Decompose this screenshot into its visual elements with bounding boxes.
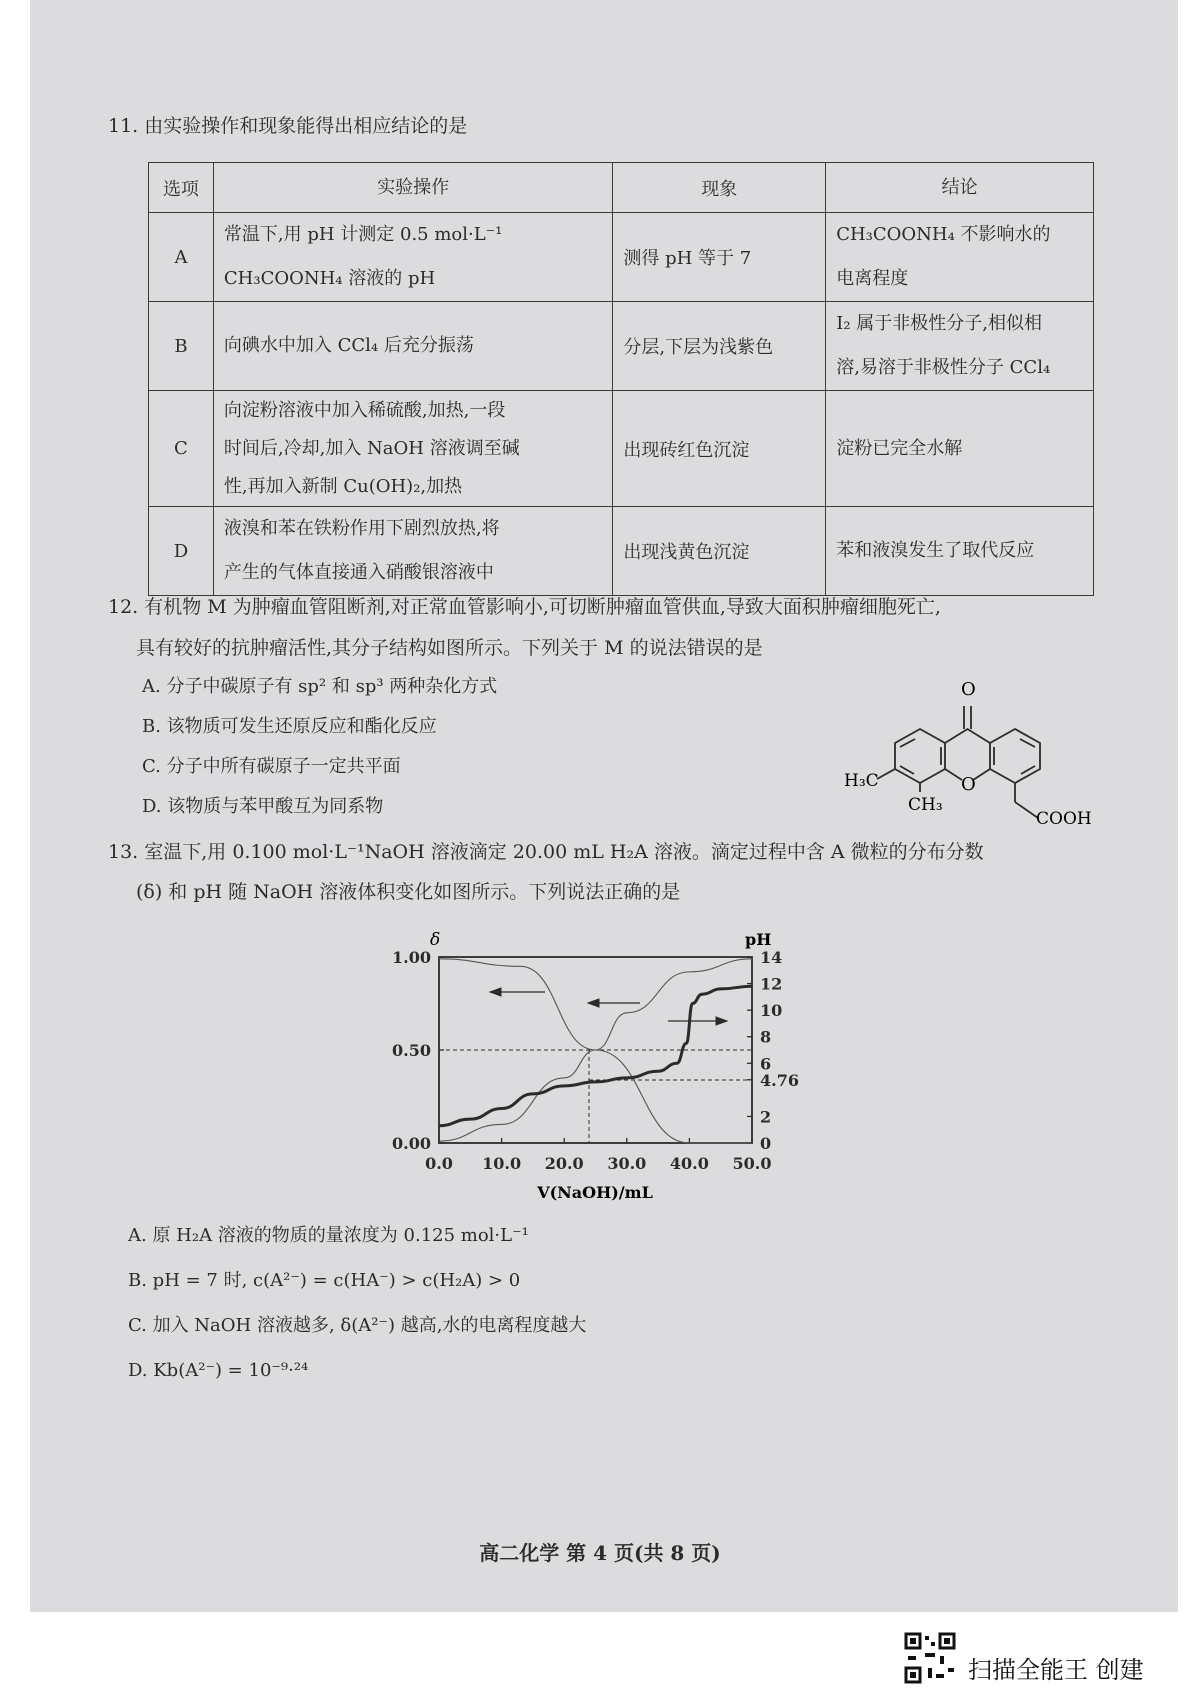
methyl-label-bottom: CH₃ bbox=[908, 795, 943, 815]
q12-option-c: C. 分子中所有碳原子一定共平面 bbox=[142, 756, 401, 777]
left-axis-label: δ bbox=[430, 930, 441, 950]
row-option: C bbox=[149, 391, 214, 507]
q12-stem-line1: 12. 有机物 M 为肿瘤血管阻断剂,对正常血管影响小,可切断肿瘤血管供血,导致大面积肿瘤细胞死亡, bbox=[108, 596, 941, 618]
operation-line: CH₃COONH₄ 溶液的 pH bbox=[223, 268, 436, 289]
conclusion-line: 溶,易溶于非极性分子 CCl₄ bbox=[836, 357, 1051, 378]
q12-option-d: D. 该物质与苯甲酸互为同系物 bbox=[142, 796, 384, 817]
y-right-tick-label: 10 bbox=[760, 1001, 783, 1021]
carboxyl-label: COOH bbox=[1036, 809, 1092, 829]
phenomenon: 分层,下层为浅紫色 bbox=[613, 302, 826, 391]
x-tick-label: 0.0 bbox=[425, 1154, 453, 1173]
y-left-tick-label: 0.00 bbox=[392, 1134, 431, 1153]
scanner-watermark: 扫描全能王 创建 bbox=[968, 1656, 1144, 1684]
phenomenon: 测得 pH 等于 7 bbox=[613, 213, 826, 302]
header-phenomenon: 现象 bbox=[613, 163, 826, 213]
methyl-label-left: H₃C bbox=[844, 771, 879, 791]
conclusion-line: CH₃COONH₄ 不影响水的 bbox=[836, 224, 1051, 245]
y-right-tick-label: 4.76 bbox=[760, 1070, 799, 1090]
operation-line: 液溴和苯在铁粉作用下剧烈放热,将 bbox=[223, 518, 500, 539]
page-footer: 高二化学 第 4 页(共 8 页) bbox=[479, 1541, 721, 1565]
q11-table-header bbox=[149, 163, 1094, 213]
q11-stem: 11. 由实验操作和现象能得出相应结论的是 bbox=[108, 115, 468, 137]
row-option: A bbox=[149, 213, 214, 302]
conclusion-line: 电离程度 bbox=[836, 268, 909, 289]
titration-chart bbox=[350, 925, 830, 1235]
ph-curve bbox=[439, 986, 752, 1125]
q13-stem-line2: (δ) 和 pH 随 NaOH 溶液体积变化如图所示。下列说法正确的是 bbox=[136, 881, 681, 903]
x-tick-label: 10.0 bbox=[482, 1154, 522, 1173]
y-right-tick-label: 0 bbox=[760, 1134, 772, 1153]
operation-line: 性,再加入新制 Cu(OH)₂,加热 bbox=[223, 475, 463, 497]
x-tick-label: 40.0 bbox=[669, 1154, 709, 1173]
y-right-tick-label: 8 bbox=[760, 1027, 772, 1047]
q13-option-c: C. 加入 NaOH 溶液越多, δ(A²⁻) 越高,水的电离程度越大 bbox=[128, 1315, 587, 1336]
q13-stem-line1: 13. 室温下,用 0.100 mol·L⁻¹NaOH 溶液滴定 20.00 mL H₂A 溶液。滴定过程中含 A 微粒的分布分数 bbox=[108, 841, 984, 863]
operation-line: 时间后,冷却,加入 NaOH 溶液调至碱 bbox=[223, 437, 520, 459]
ring-oxygen: O bbox=[961, 774, 976, 795]
y-left-tick-label: 0.50 bbox=[392, 1041, 431, 1060]
arrowhead-left-2 bbox=[588, 999, 599, 1007]
conclusion-line: 苯和液溴发生了取代反应 bbox=[826, 507, 1094, 596]
header-option: 选项 bbox=[149, 163, 214, 213]
table-row bbox=[149, 507, 1094, 596]
y-right-tick-label: 14 bbox=[760, 948, 783, 967]
q13-option-a: A. 原 H₂A 溶液的物质的量浓度为 0.125 mol·L⁻¹ bbox=[128, 1225, 529, 1246]
conclusion-line: I₂ 属于非极性分子,相似相 bbox=[836, 313, 1042, 334]
header-conclusion: 结论 bbox=[826, 163, 1094, 213]
y-left-tick-label: 1.00 bbox=[392, 948, 431, 967]
carbonyl-oxygen: O bbox=[961, 679, 976, 700]
y-right-tick-label: 12 bbox=[760, 974, 783, 994]
y-right-tick-label: 6 bbox=[760, 1054, 772, 1074]
phenomenon: 出现浅黄色沉淀 bbox=[613, 507, 826, 596]
right-axis-label: pH bbox=[745, 930, 772, 949]
qr-code-icon bbox=[904, 1632, 956, 1684]
table-row bbox=[149, 302, 1094, 391]
q12-stem-line2: 具有较好的抗肿瘤活性,其分子结构如图所示。下列关于 M 的说法错误的是 bbox=[136, 637, 763, 659]
phenomenon: 出现砖红色沉淀 bbox=[613, 391, 826, 507]
conclusion-line: 淀粉已完全水解 bbox=[826, 391, 1094, 507]
q13-option-b: B. pH = 7 时, c(A²⁻) = c(HA⁻) > c(H₂A) > 0 bbox=[128, 1270, 521, 1291]
q12-option-a: A. 分子中碳原子有 sp² 和 sp³ 两种杂化方式 bbox=[142, 676, 498, 697]
table-row bbox=[149, 391, 1094, 507]
q11-table bbox=[148, 162, 1094, 596]
operation-line: 常温下,用 pH 计测定 0.5 mol·L⁻¹ bbox=[223, 224, 503, 245]
operation-line: 产生的气体直接通入硝酸银溶液中 bbox=[223, 562, 494, 583]
table-row bbox=[149, 213, 1094, 302]
x-tick-label: 50.0 bbox=[732, 1154, 772, 1173]
q13-option-d: D. Kb(A²⁻) = 10⁻⁹·²⁴ bbox=[128, 1360, 309, 1381]
y-right-tick-label: 2 bbox=[760, 1107, 772, 1127]
row-option: D bbox=[149, 507, 214, 596]
operation-line: 向碘水中加入 CCl₄ 后充分振荡 bbox=[213, 302, 612, 391]
arrowhead-left-1 bbox=[490, 988, 501, 996]
operation-line: 向淀粉溶液中加入稀硫酸,加热,一段 bbox=[223, 399, 506, 421]
x-tick-label: 30.0 bbox=[607, 1154, 647, 1173]
header-operation: 实验操作 bbox=[213, 163, 612, 213]
arrowhead-right bbox=[716, 1017, 727, 1025]
x-axis-label: V(NaOH)/mL bbox=[537, 1183, 653, 1202]
q12-option-b: B. 该物质可发生还原反应和酯化反应 bbox=[142, 716, 437, 737]
x-tick-label: 20.0 bbox=[544, 1154, 584, 1173]
row-option: B bbox=[149, 302, 214, 391]
